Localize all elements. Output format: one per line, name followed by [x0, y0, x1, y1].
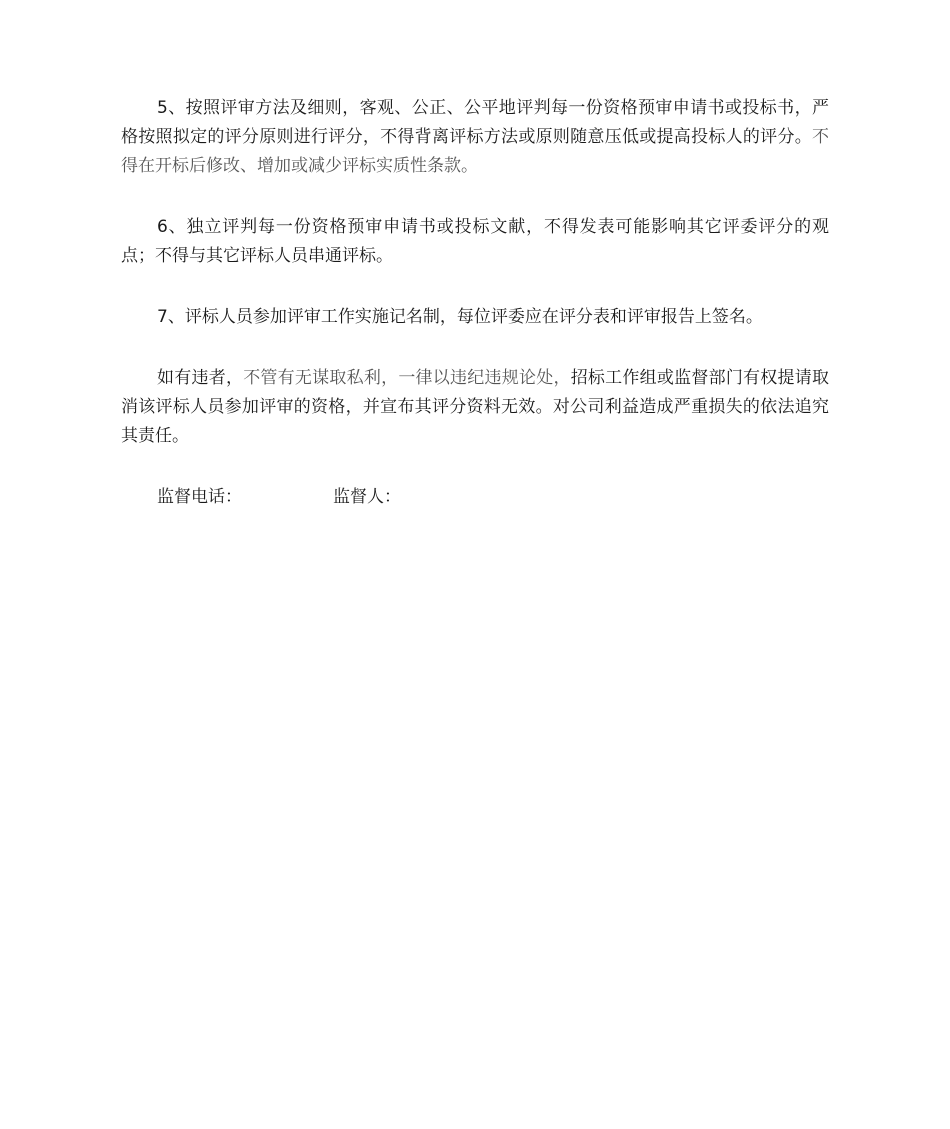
violation-intro: 如有违者， [157, 368, 244, 388]
violation-rule: 不管有无谋取私利，一律以违纪违规论处， [243, 368, 571, 388]
supervision-phone-label: 监督电话： [157, 487, 242, 507]
document-body [121, 94, 829, 512]
violation-consequence: 招标工作组或监督部门有权提请取消该评标人员参加评审的资格，并宣布其评分资料无效。对公司利益造成严重损失的依法追究其责任。 [121, 368, 830, 446]
paragraph-7: 7、评标人员参加评审工作实施记名制，每位评委应在评分表和评审报告上签名。 [157, 307, 763, 327]
paragraph-5-main: 5、按照评审方法及细则，客观、公正、公平地评判每一份资格预审申请书或投标书，严格按照拟定的评分原则进行评分，不得背离评标方法或原则随意压低或提高投标人的评分。 [121, 98, 829, 147]
paragraph-5-note: 不得在开标后修改、增加或减少评标实质性条款。 [121, 127, 829, 176]
paragraph-violation [121, 364, 829, 451]
supervisor-label: 监督人： [333, 487, 401, 507]
signature-row [121, 483, 829, 512]
paragraph-5 [121, 94, 829, 181]
paragraph-6: 6、独立评判每一份资格预审申请书或投标文献，不得发表可能影响其它评委评分的观点；不得与其它评标人员串通评标。 [121, 217, 829, 266]
